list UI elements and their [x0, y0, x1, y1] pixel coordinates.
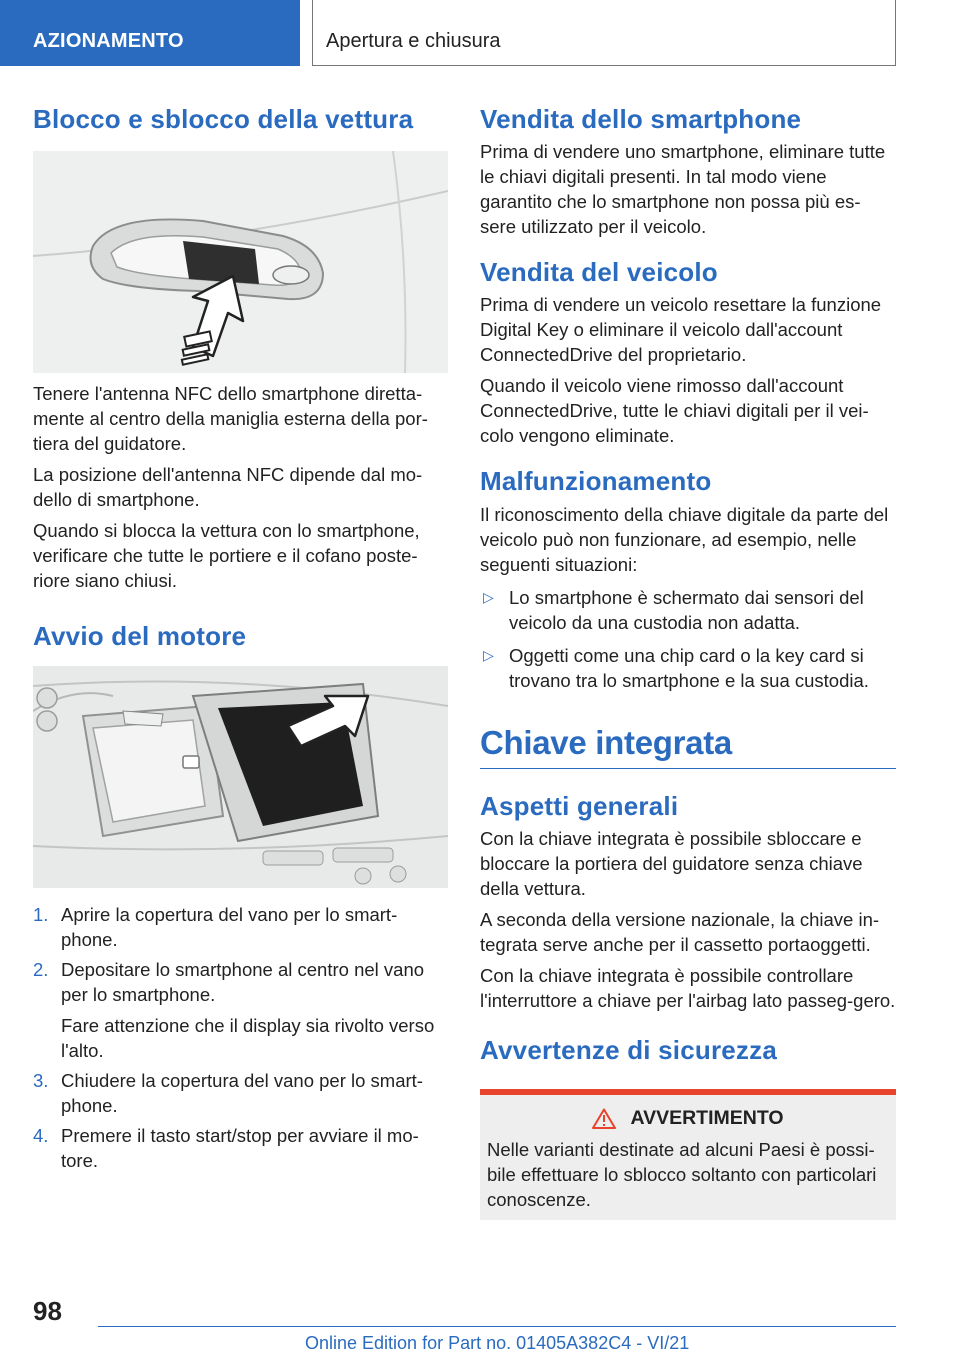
general-heading: Aspetti generali	[480, 791, 679, 822]
warning-title: AVVERTIMENTO	[630, 1106, 784, 1129]
start-heading: Avvio del motore	[33, 621, 247, 652]
malfunction-paragraph: Il riconoscimento della chiave digitale da parte del veicolo può non funzionare, ad esempio, nelle seguenti situazioni:	[480, 503, 889, 575]
list-item	[480, 643, 896, 693]
sell-phone-heading: Vendita dello smartphone	[480, 104, 802, 134]
step-text: Premere il tasto start/stop per avviare il mo-tore.	[61, 1125, 419, 1172]
edition-note: Online Edition for Part no. 01405A382C4 - VI/21	[305, 1333, 690, 1353]
lock-paragraph-3: Quando si blocca la vettura con lo smartphone, verificare che tutte le portiere e il cofano poste-riore siano chiusi.	[33, 520, 420, 592]
sell-car-heading: Vendita del veicolo	[480, 257, 718, 288]
general-paragraph-3: Con la chiave integrata è possibile controllare l'interruttore a chiave per l'airbag lato passeg-gero.	[480, 965, 896, 1012]
step-number: 3.	[33, 1070, 49, 1092]
integrated-key-heading: Chiave integrata	[480, 723, 732, 761]
page-header	[0, 0, 960, 66]
general-paragraph-1: Con la chiave integrata è possibile sbloccare e bloccare la portiera del guidatore senza chiave della vettura.	[480, 828, 863, 900]
step-number: 1.	[33, 904, 49, 926]
step-text: Chiudere la copertura del vano per lo smart-phone.	[61, 1070, 423, 1117]
right-column	[480, 100, 896, 1220]
warning-header	[487, 1107, 889, 1130]
list-item	[480, 585, 896, 635]
page-number: 98	[33, 1296, 62, 1326]
lock-heading: Blocco e sblocco della vettura	[33, 104, 414, 134]
footer-rule	[98, 1326, 896, 1327]
bullet-triangle-icon: ▷	[483, 646, 494, 663]
smartphone-tray-illustration	[33, 666, 448, 888]
list-item	[33, 1068, 448, 1118]
malfunction-list	[480, 585, 896, 693]
sell-car-paragraph-1: Prima di vendere un veicolo resettare la funzione Digital Key o eliminare il veicolo dall'account ConnectedDrive del proprietario.	[480, 294, 882, 366]
step-text: Aprire la copertura del vano per lo smart-phone.	[61, 904, 398, 951]
smartphone-tray-drawing	[33, 666, 448, 888]
bullet-triangle-icon: ▷	[483, 588, 494, 605]
warning-triangle-icon	[592, 1108, 616, 1129]
lock-paragraph-2: La posizione dell'antenna NFC dipende dal mo-dello di smartphone.	[33, 464, 423, 511]
safety-heading: Avvertenze di sicurezza	[480, 1035, 777, 1066]
section-tab: AZIONAMENTO	[0, 0, 300, 66]
topic-tab: Apertura e chiusura	[312, 0, 896, 66]
door-handle-drawing	[33, 151, 448, 373]
sell-phone-paragraph: Prima di vendere uno smartphone, eliminare tutte le chiavi digitali presenti. In tal modo viene garantito che lo smartphone non possa più es-sere utilizzato per il veicolo.	[480, 141, 886, 238]
list-item	[33, 1123, 448, 1173]
list-item	[33, 957, 448, 1063]
heading-rule	[480, 768, 896, 769]
step-note: Fare attenzione che il display sia rivolto verso l'alto.	[61, 1015, 435, 1062]
sell-car-paragraph-2: Quando il veicolo viene rimosso dall'account ConnectedDrive, tutte le chiavi digitali per il vei-colo vengono eliminate.	[480, 375, 869, 447]
door-handle-illustration	[33, 151, 448, 373]
step-number: 2.	[33, 959, 49, 981]
malfunction-heading: Malfunzionamento	[480, 466, 712, 497]
lock-paragraph-1: Tenere l'antenna NFC dello smartphone diretta-mente al centro della maniglia esterna della por-tiera del guidatore.	[33, 383, 428, 455]
general-paragraph-2: A seconda della versione nazionale, la chiave in-tegrata serve anche per il cassetto portaoggetti.	[480, 909, 880, 956]
list-item	[33, 902, 448, 952]
bullet-text: Lo smartphone è schermato dai sensori del veicolo da una custodia non adatta.	[509, 586, 864, 633]
warning-box	[480, 1089, 896, 1220]
warning-text: Nelle varianti destinate ad alcuni Paesi è possi-bile effettuare lo sblocco soltanto con particolari conoscenze.	[487, 1138, 877, 1210]
step-number: 4.	[33, 1125, 49, 1147]
left-column	[33, 100, 448, 1173]
start-steps	[33, 902, 448, 1173]
step-text: Depositare lo smartphone al centro nel vano per lo smartphone.	[61, 959, 425, 1006]
bullet-text: Oggetti come una chip card o la key card si trovano tra lo smartphone e la sua custodia.	[509, 644, 869, 691]
